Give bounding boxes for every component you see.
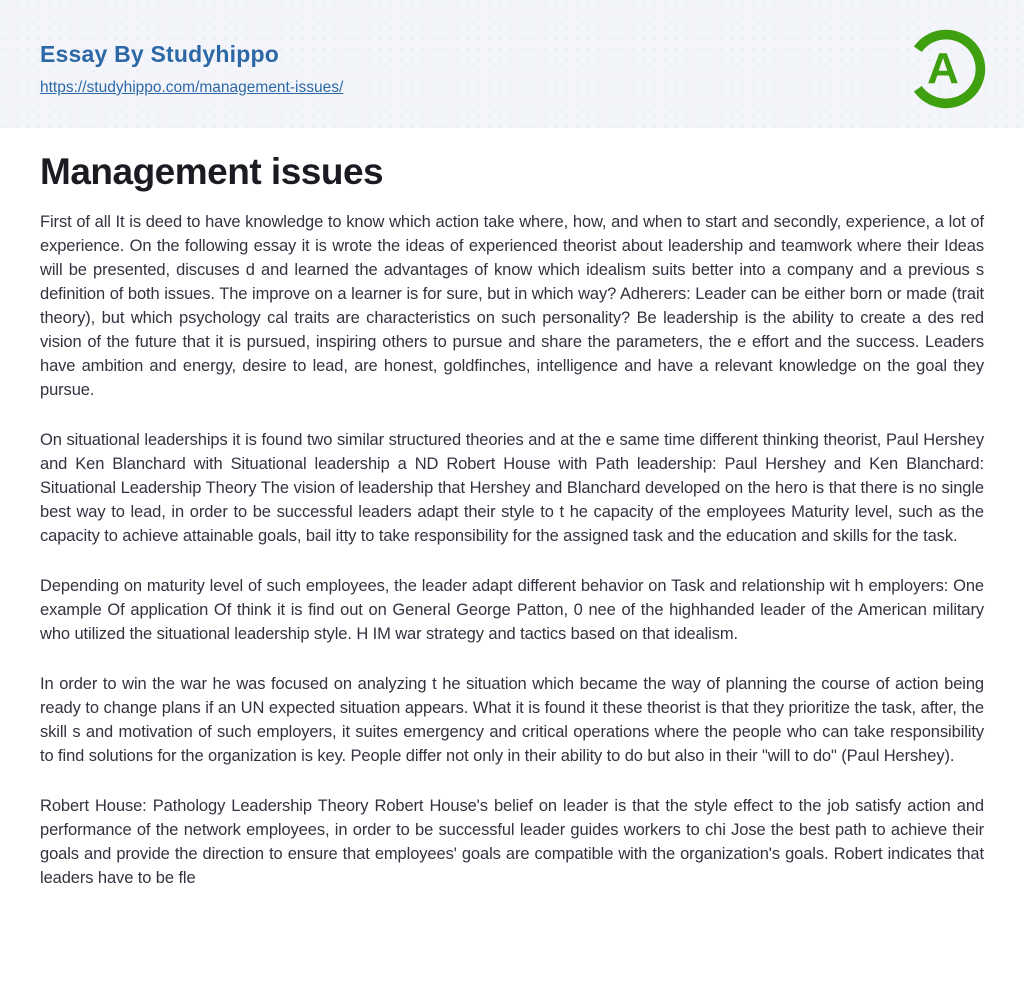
essay-paragraph-2: On situational leaderships it is found two similar structured theories and at the e same time different thinking theorist, Paul Hershey and Ken Blanchard with Situational leadership a ND Robert House with Path leadership: Paul Hershey and Ken Blanchard: Situational Leadership Theory The vision of leadership that Hershey and Blanchard developed on the hero is that there is no single best way to lead, in order to be successful leaders adapt their style to t he capacity of the employees Maturity level, such as the capacity to achieve attainable goals, bail itty to take responsibility for the assigned task and the education and skills for the task. [40, 431, 984, 545]
studyhippo-logo [906, 29, 986, 109]
page-title: Management issues [40, 151, 384, 192]
header-text-block [40, 41, 343, 97]
essay-paragraph-3: Depending on maturity level of such employees, the leader adapt different behavior on Task and relationship wit h employers: One example Of application Of think it is find out on General George Patton, 0 nee of the highhanded leader of the American military who utilized the situational leadership style. H IM war strategy and tactics based on that idealism. [40, 577, 984, 643]
essay-paragraph-4: In order to win the war he was focused on analyzing t he situation which became the way of planning the course of action being ready to change plans if an UN expected situation appears. What it is found it these theorist is that they prioritize the task, after, the skill s and motivation of such employers, it suites emergency and critical operations where the people who can take responsibility to find solutions for the organization is key. People differ not only in their ability to do but also in their "will to do" (Paul Hershey). [40, 675, 984, 765]
essay-content [0, 151, 1024, 890]
brand-title: Essay By Studyhippo [40, 41, 279, 67]
essay-paragraph-1: First of all It is deed to have knowledge to know which action take where, how, and when to start and secondly, experience, a lot of experience. On the following essay it is wrote the ideas of experienced theorist about leadership and teamwork where their Ideas will be presented, discuses d and learned the advantages of know which idealism suits better into a company and a previous s definition of both issues. The improve on a learner is for sure, but in which way? Adherers: Leader can be either born or made (trait theory), but which psychology cal traits are characteristics on such personality? Be leadership is the ability to create a des red vision of the future that it is pursued, inspiring others to pursue and share the parameters, the e effort and the success. Leaders have ambition and energy, desire to lead, are honest, goldfinches, intelligence and have a relevant knowledge on the goal they pursue. [40, 213, 984, 399]
logo-letter: A [927, 44, 959, 93]
header [0, 0, 1024, 128]
essay-paragraph-5: Robert House: Pathology Leadership Theory Robert House's belief on leader is that the style effect to the job satisfy action and performance of the network employees, in order to be successful leader guides workers to chi Jose the best path to achieve their goals and provide the direction to ensure that employees' goals are compatible with the organization's goals. Robert indicates that leaders have to be fle [40, 797, 984, 887]
source-url-link[interactable]: https://studyhippo.com/management-issues/ [40, 79, 344, 96]
